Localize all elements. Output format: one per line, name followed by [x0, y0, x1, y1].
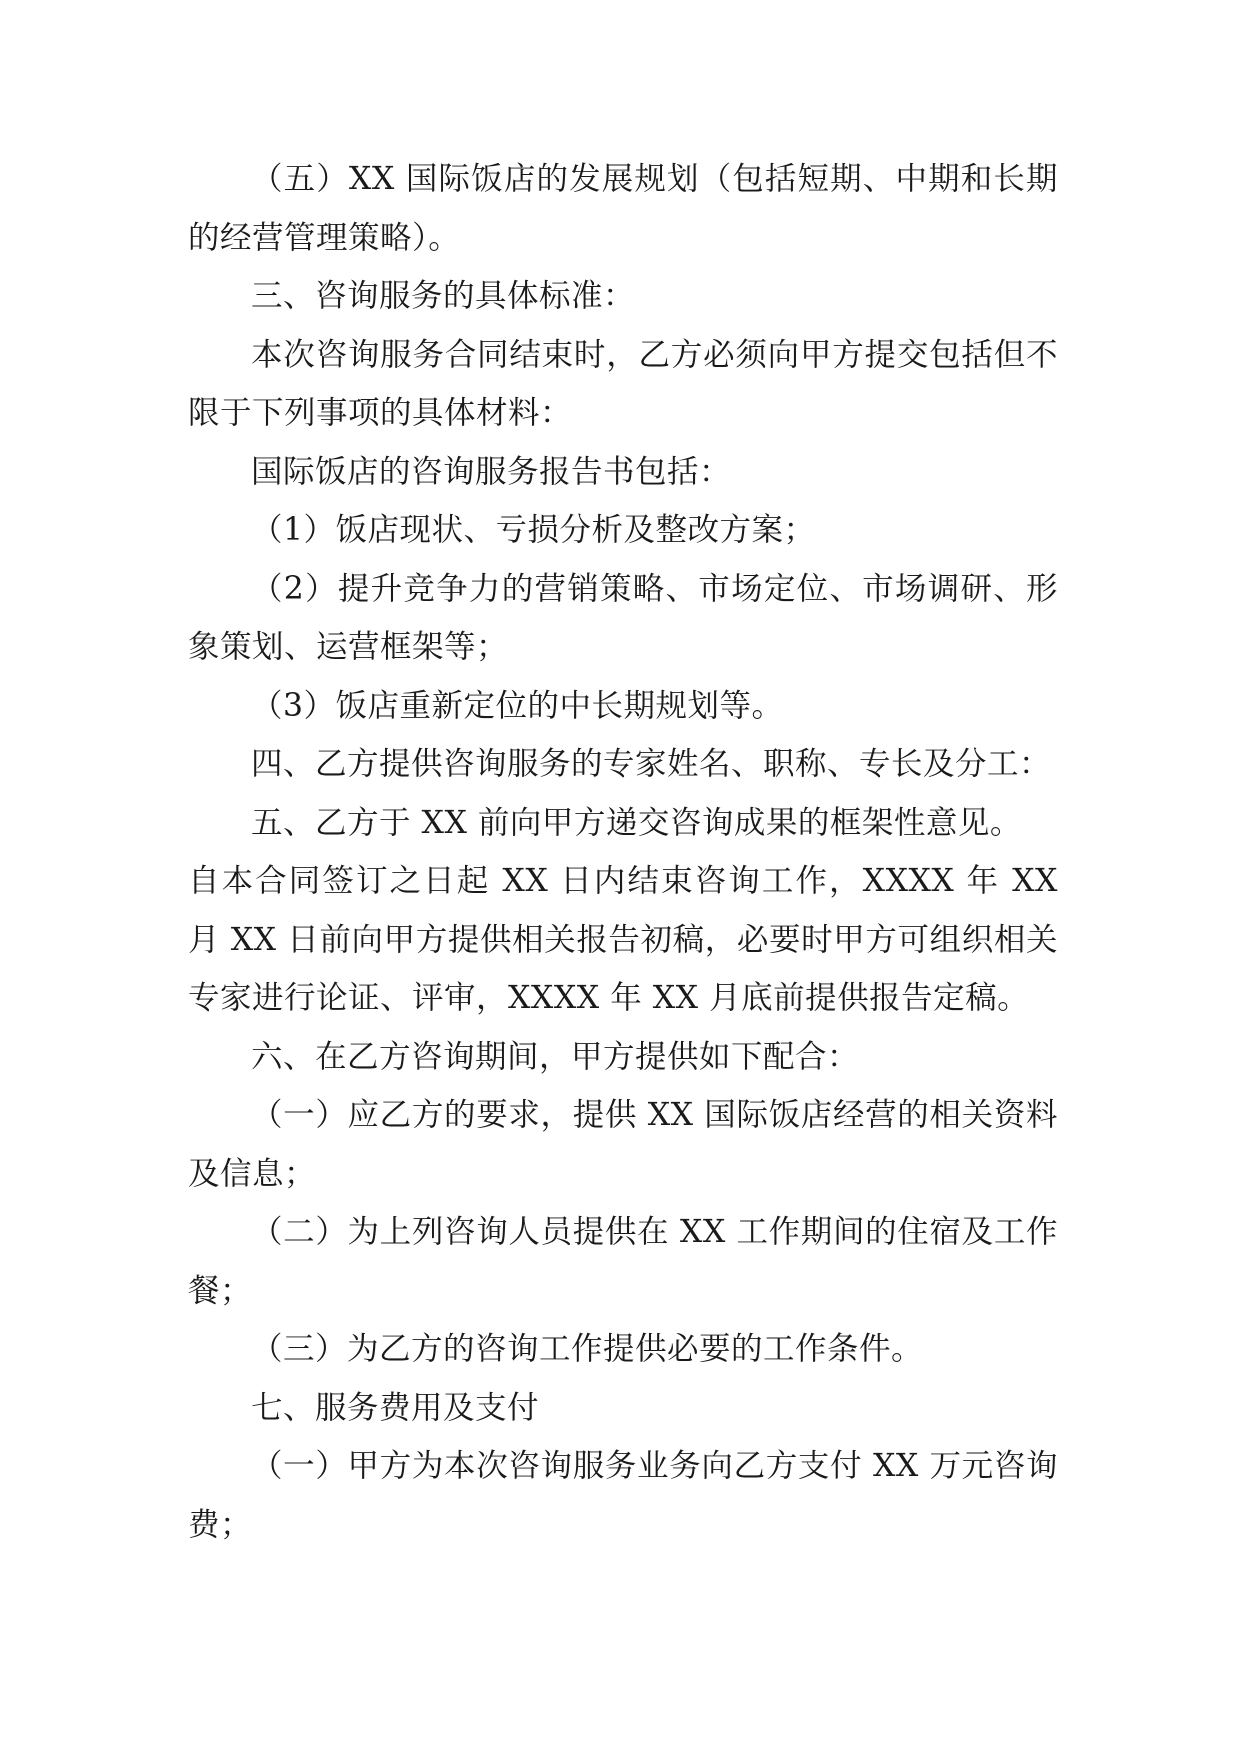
list-item-status-analysis: （1）饭店现状、亏损分析及整改方案；: [251, 512, 816, 548]
heading-service-standards: 三、咨询服务的具体标准：: [251, 278, 636, 314]
paragraph-development-plan: （五）XX 国际饭店的发展规划（包括短期、中期和长期的经营管理策略）。: [188, 161, 1058, 256]
list-item-marketing-strategy: （2）提升竞争力的营销策略、市场定位、市场调研、形象策划、运营框架等；: [188, 570, 1058, 665]
heading-fees-payment: 七、服务费用及支付: [251, 1389, 540, 1426]
heading-experts: 四、乙方提供咨询服务的专家姓名、职称、专长及分工：: [251, 746, 1052, 782]
list-item-accommodation: （二）为上列咨询人员提供在 XX 工作期间的住宿及工作餐；: [188, 1214, 1058, 1309]
paragraph-submission-requirement: 本次咨询服务合同结束时，乙方必须向甲方提交包括但不限于下列事项的具体材料：: [188, 336, 1058, 431]
list-item-provide-materials: （一）应乙方的要求，提供 XX 国际饭店经营的相关资料及信息；: [188, 1097, 1058, 1192]
paragraph-report-contents: 国际饭店的咨询服务报告书包括：: [251, 453, 732, 490]
paragraph-schedule: 自本合同签订之日起 XX 日内结束咨询工作，XXXX 年 XX 月 XX 日前向甲方提供相关报告初稿，必要时甲方可组织相关专家进行论证、评审，XXXX 年 XX 月底前提供报告定稿。: [188, 863, 1058, 1016]
list-item-consulting-fee: （一）甲方为本次咨询服务业务向乙方支付 XX 万元咨询费；: [188, 1448, 1058, 1543]
document-page: [188, 150, 1058, 1554]
list-item-work-conditions: （三）为乙方的咨询工作提供必要的工作条件。: [251, 1331, 924, 1367]
heading-framework-opinion: 五、乙方于 XX 前向甲方递交咨询成果的框架性意见。: [251, 804, 1022, 841]
heading-cooperation: 六、在乙方咨询期间，甲方提供如下配合：: [251, 1038, 860, 1075]
list-item-long-term-plan: （3）饭店重新定位的中长期规划等。: [251, 687, 784, 724]
